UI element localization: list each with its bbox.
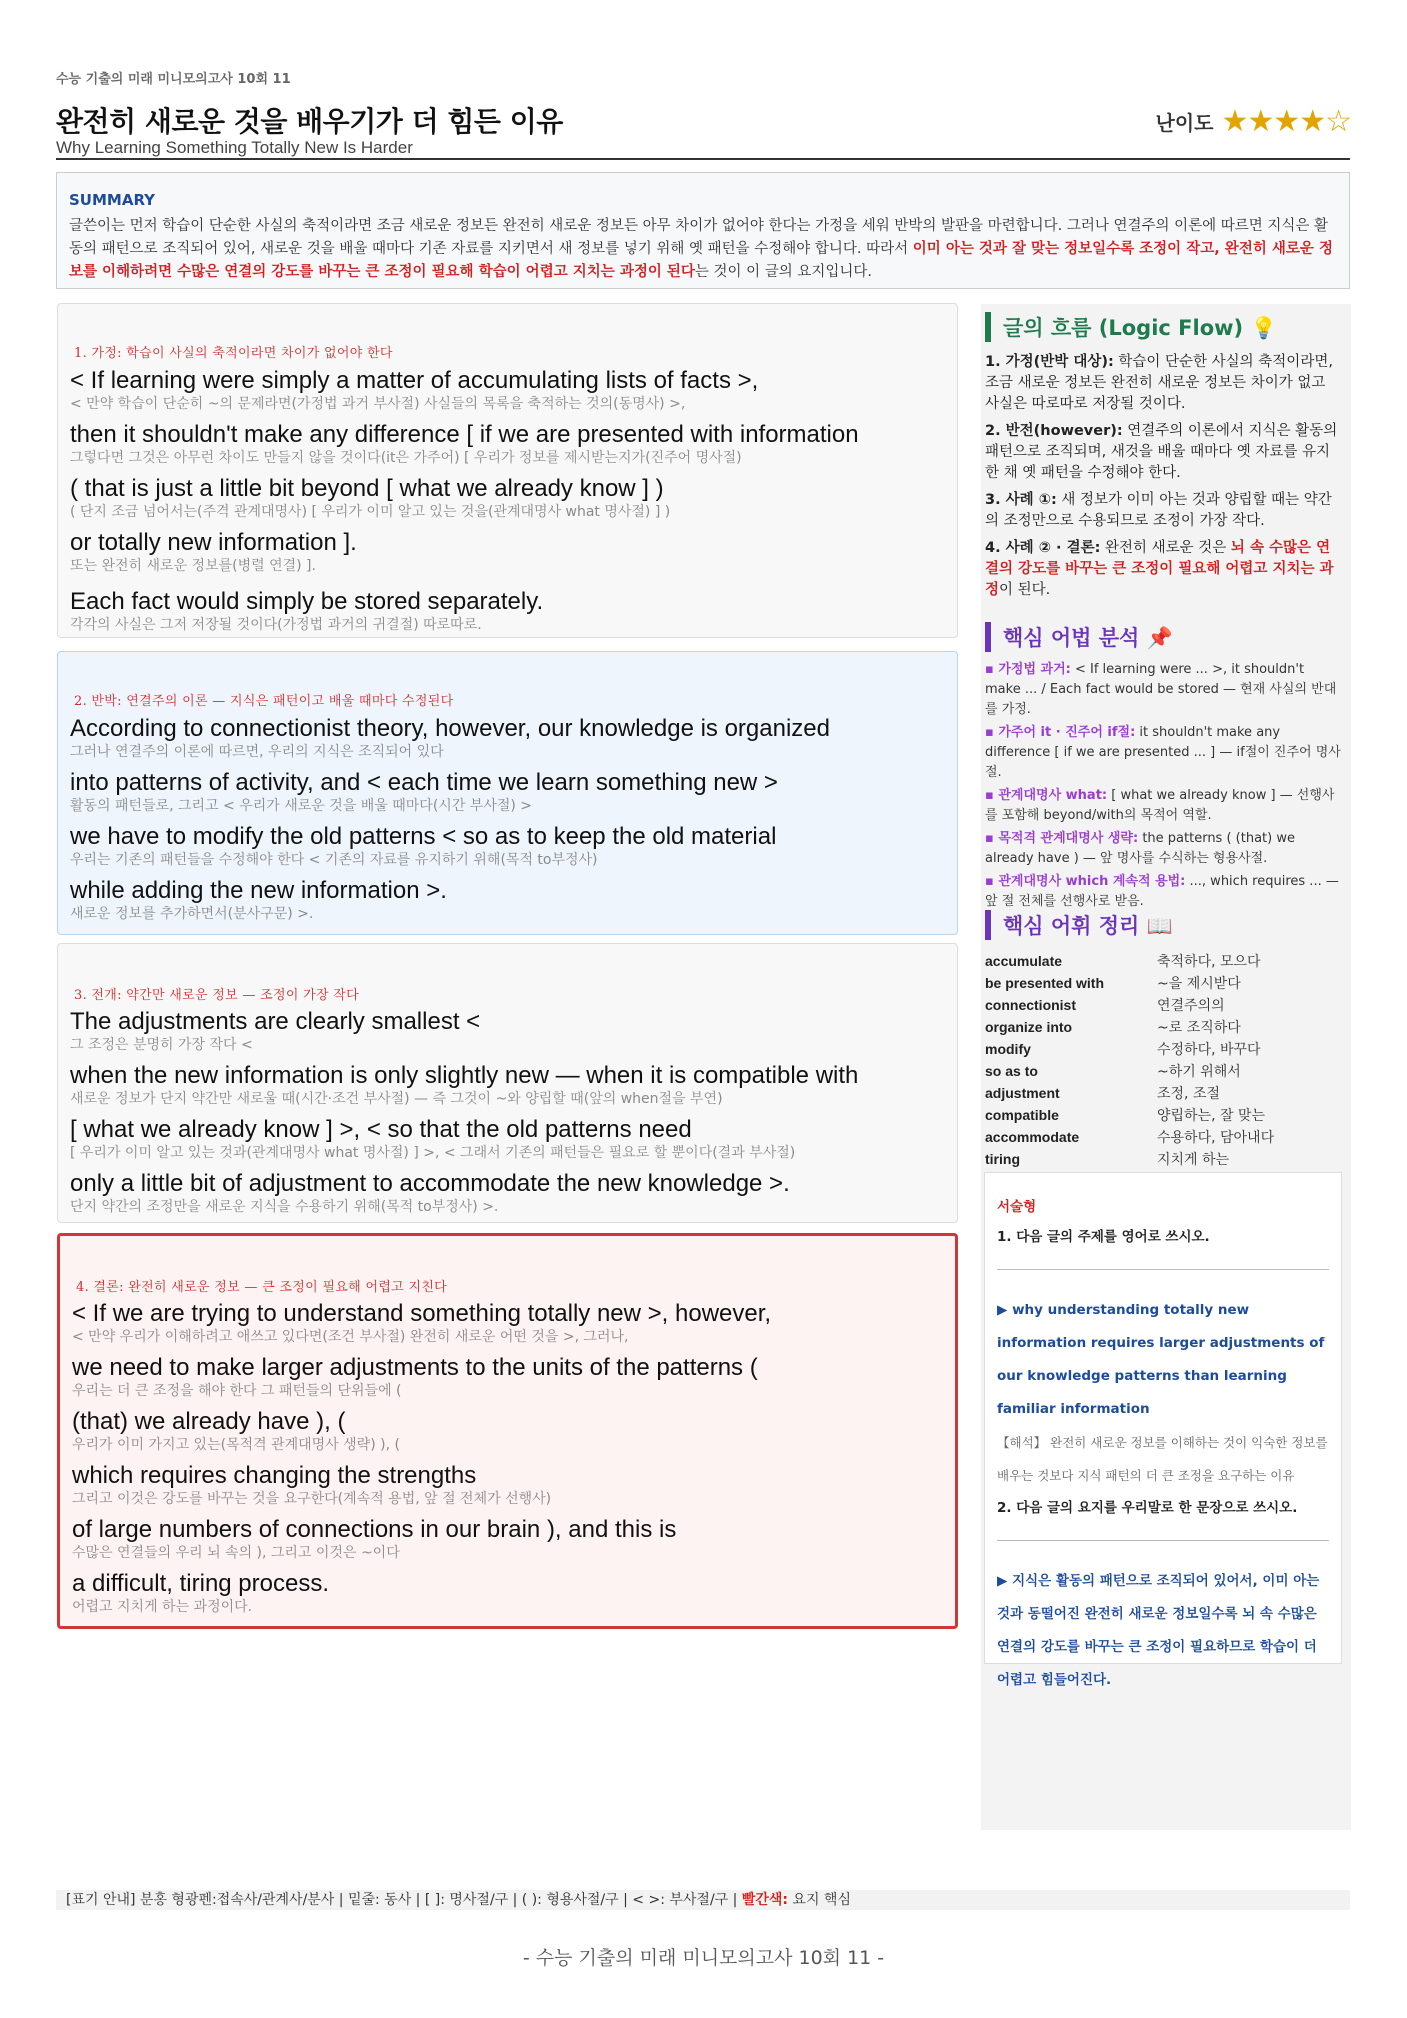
quiz-heading: 서술형 <box>997 1199 1037 1215</box>
quiz-box <box>984 1172 1342 1688</box>
flow-item: 1. 가정(반박 대상): 학습이 단순한 사실의 축적이라면, 조금 새로운 정보든 완전히 새로운 정보든 차이가 없고 사실은 따로따로 저장될 것이다. <box>985 354 1333 412</box>
sentence-line: when the new information is only slightly new — when it is compatible with <box>70 1062 859 1089</box>
quiz-answer-1: ▶ why understanding totally new information requires larger adjustments of our knowledge patterns than learning familiar information <box>997 1302 1325 1417</box>
sentence-line: only a little bit of adjustment to accommodate the new knowledge >. <box>70 1170 790 1197</box>
translation-line: 우리는 기존의 패턴들을 수정해야 한다 < 기존의 자료를 유지하기 위해(목적 to부정사) <box>70 852 598 868</box>
sentence-line: Each fact would simply be stored separately. <box>70 588 544 615</box>
page-footer: - 수능 기출의 미래 미니모의고사 10회 11 - <box>522 1947 885 1969</box>
section-2-heading: 2. 반박: 연결주의 이론 — 지식은 패턴이고 배울 때마다 수정된다 <box>74 694 454 709</box>
grammar-list <box>985 660 1341 912</box>
vocab-row: so as to ~하기 위해서 <box>985 1063 1241 1080</box>
translation-line: 새로운 정보가 단지 약간만 새로울 때(시간·조건 부사절) — 즉 그것이 ~와 양립할 때(앞의 when절을 부연) <box>70 1091 723 1107</box>
vocab-row: connectionist 연결주의의 <box>985 997 1225 1014</box>
section-3-box <box>57 943 958 1223</box>
section-4-box <box>57 1233 958 1629</box>
sentence-line: we need to make larger adjustments to the units of the patterns ( <box>72 1354 758 1381</box>
translation-line: 그렇다면 그것은 아무런 차이도 만들지 않을 것이다(it은 가주어) [ 우리가 정보를 제시받는지가(진주어 명사절) <box>70 450 742 466</box>
sentence-line: < If we are trying to understand something totally new >, however, <box>72 1300 772 1327</box>
grammar-item: ▪ 목적격 관계대명사 생략: the patterns ( (that) we already have ) — 앞 명사를 수식하는 형용사절. <box>985 831 1295 866</box>
sentence-line: a difficult, tiring process. <box>72 1570 330 1597</box>
quiz-translation-1: 【해석】 완전히 새로운 정보를 이해하는 것이 익숙한 정보를 배우는 것보다 지식 패턴의 더 큰 조정을 요구하는 이유 <box>997 1435 1328 1483</box>
sentence-line: while adding the new information >. <box>70 877 447 904</box>
sidebar <box>981 304 1351 1830</box>
sentence-line: (that) we already have ), ( <box>72 1408 346 1435</box>
sentence-line: then it shouldn't make any difference [ if we are presented with information <box>70 421 859 448</box>
quiz-answer-2: ▶ 지식은 활동의 패턴으로 조직되어 있어서, 이미 아는 것과 동떨어진 완전히 새로운 정보일수록 뇌 속 수많은 연결의 강도를 바꾸는 큰 조정이 필요하므로 학습이 더 어렵고 힘들어진다. <box>997 1573 1320 1688</box>
translation-line: 그러나 연결주의 이론에 따르면, 우리의 지식은 조직되어 있다 <box>70 744 444 760</box>
grammar-heading: 핵심 어법 분석 📌 <box>985 622 1173 652</box>
vocab-row: accommodate 수용하다, 담아내다 <box>985 1129 1275 1146</box>
vocab-row: be presented with ~을 제시받다 <box>985 975 1241 992</box>
legend-bar: [표기 안내] 분홍 형광펜:접속사/관계사/분사 | 밑줄: 동사 | [ ]: 명사절/구 | ( ): 형용사절/구 | < >: 부사절/구 | 빨간색: 요지 핵심 <box>56 1890 1350 1910</box>
vocab-row: adjustment 조정, 조절 <box>985 1085 1220 1102</box>
flow-item: 3. 사례 ①: 새 정보가 이미 아는 것과 양립할 때는 약간의 조정만으로 수용되므로 조정이 가장 작다. <box>985 492 1332 529</box>
sentence-line: [ what we already know ] >, < so that the old patterns need <box>70 1116 692 1143</box>
sentence-line: or totally new information ]. <box>70 529 357 556</box>
translation-line: 활동의 패턴들로, 그리고 < 우리가 새로운 것을 배울 때마다(시간 부사절) > <box>70 798 533 814</box>
vocab-row: accumulate 축적하다, 모으다 <box>985 953 1261 970</box>
translation-line: ( 단지 조금 넘어서는(주격 관계대명사) [ 우리가 이미 알고 있는 것을(관계대명사 what 명사절) ] ) <box>70 504 671 520</box>
grammar-item: ▪ 가주어 it · 진주어 if절: it shouldn't make any difference [ if we are presented ... ] — if절이 진주어 명사절. <box>985 725 1341 780</box>
translation-line: 각각의 사실은 그저 저장될 것이다(가정법 과거의 귀결절) 따로따로. <box>70 617 482 633</box>
flow-item: 2. 반전(however): 연결주의 이론에서 지식은 활동의 패턴으로 조직되며, 새것을 배울 때마다 옛 자료를 유지한 채 옛 패턴을 수정해야 한다. <box>985 423 1338 481</box>
summary-heading: SUMMARY <box>69 191 156 209</box>
flow-item: 4. 사례 ② · 결론: 완전히 새로운 것은 뇌 속 수많은 연결의 강도를 바꾸는 큰 조정이 필요해 어렵고 지치는 과정이 된다. <box>985 540 1334 598</box>
star-rating-icon: ★★★★☆ <box>1221 104 1351 139</box>
sentence-line: ( that is just a little bit beyond [ what we already know ] ) <box>70 475 664 502</box>
sentence-line: The adjustments are clearly smallest < <box>70 1008 481 1035</box>
difficulty <box>1156 104 1351 139</box>
sentence-line: which requires changing the strengths <box>72 1462 477 1489</box>
sentence-line: into patterns of activity, and < each time we learn something new > <box>70 769 778 796</box>
translation-line: 그리고 이것은 강도를 바꾸는 것을 요구한다(계속적 용법, 앞 절 전체가 선행사) <box>72 1491 552 1507</box>
translation-line: 우리는 더 큰 조정을 해야 한다 그 패턴들의 단위들에 ( <box>72 1383 402 1399</box>
section-2-box <box>57 651 958 935</box>
translation-line: < 만약 학습이 단순히 ~의 문제라면(가정법 과거 부사절) 사실들의 목록을 축적하는 것의(동명사) >, <box>70 396 686 412</box>
vocab-row: organize into ~로 조직하다 <box>985 1019 1241 1036</box>
vocab-row: compatible 양립하는, 잘 맞는 <box>985 1107 1266 1124</box>
translation-line: 새로운 정보를 추가하면서(분사구문) >. <box>70 906 314 922</box>
translation-line: 수많은 연결들의 우리 뇌 속의 ), 그리고 이것은 ~이다 <box>72 1545 400 1561</box>
sentence-line: of large numbers of connections in our brain ), and this is <box>72 1516 677 1543</box>
grammar-item: ▪ 관계대명사 what: [ what we already know ] — 선행사를 포함해 beyond/with의 목적어 역할. <box>985 788 1335 823</box>
translation-line: 단지 약간의 조정만을 새로운 지식을 수용하기 위해(목적 to부정사) >. <box>70 1199 499 1215</box>
vocab-row: modify 수정하다, 바꾸다 <box>985 1041 1261 1058</box>
sentence-line: According to connectionist theory, however, our knowledge is organized <box>70 715 830 742</box>
grammar-item: ▪ 관계대명사 which 계속적 용법: ..., which requires ... — 앞 절 전체를 선행사로 받음. <box>985 874 1339 909</box>
series-label: 수능 기출의 미래 미니모의고사 10회 11 <box>56 72 291 87</box>
translation-line: [ 우리가 이미 알고 있는 것과(관계대명사 what 명사절) ] >, < 그래서 기존의 패턴들은 필요로 할 뿐이다(결과 부사절) <box>70 1145 796 1161</box>
section-1-heading: 1. 가정: 학습이 사실의 축적이라면 차이가 없어야 한다 <box>74 346 393 361</box>
translation-line: 그 조정은 분명히 가장 작다 < <box>70 1037 253 1053</box>
translation-line: 또는 완전히 새로운 정보를(병렬 연결) ]. <box>70 558 316 574</box>
section-1-box <box>57 303 958 638</box>
logic-flow-heading: 글의 흐름 (Logic Flow) 💡 <box>985 312 1277 342</box>
vocab-list <box>985 950 1341 1170</box>
section-3-heading: 3. 전개: 약간만 새로운 정보 — 조정이 가장 작다 <box>74 988 360 1003</box>
translation-line: < 만약 우리가 이해하려고 애쓰고 있다면(조건 부사절) 완전히 새로운 어떤 것을 >, 그러나, <box>72 1329 629 1345</box>
translation-line: 어렵고 지치게 하는 과정이다. <box>72 1599 253 1615</box>
sentence-line: we have to modify the old patterns < so as to keep the old material <box>70 823 777 850</box>
grammar-item: ▪ 가정법 과거: < If learning were ... >, it shouldn't make ... / Each fact would be stored — 현재 사실의 반대를 가정. <box>985 662 1337 717</box>
difficulty-label: 난이도 <box>1155 111 1214 135</box>
quiz-question-2: 2. 다음 글의 요지를 우리말로 한 문장으로 쓰시오. <box>997 1500 1298 1516</box>
vocab-row: tiring 지치게 하는 <box>985 1151 1230 1168</box>
summary-text: 글쓴이는 먼저 학습이 단순한 사실의 축적이라면 조금 새로운 정보든 완전히 새로운 정보든 아무 차이가 없어야 한다는 가정을 세워 반박의 발판을 마련합니다. 그러나 연결주의 이론에 따르면 지식은 활동의 패턴으로 조직되어 있어, 새로운 것을 배울 때마다 기존 자료를 지키면서 새 정보를 넣기 위해 옛 패턴을 수정해야 합니다. 따라서 이미 아는 것과 잘 맞는 정보일수록 조정이 작고, 완전히 새로운 정보를 이해하려면 수많은 연결의 강도를 바꾸는 큰 조정이 필요해 학습이 어렵고 지치는 과정이 된다는 것이 이 글의 요지입니다. <box>69 218 1333 280</box>
page-subtitle: Why Learning Something Totally New Is Harder <box>56 138 413 157</box>
quiz-question-1: 1. 다음 글의 주제를 영어로 쓰시오. <box>997 1229 1210 1245</box>
title-divider <box>56 158 1350 160</box>
translation-line: 우리가 이미 가지고 있는(목적격 관계대명사 생략) ), ( <box>72 1437 400 1453</box>
vocab-heading: 핵심 어휘 정리 📖 <box>985 910 1173 940</box>
answer-line <box>997 1540 1329 1541</box>
summary-box <box>56 172 1350 289</box>
page-title: 완전히 새로운 것을 배우기가 더 힘든 이유 <box>56 105 563 138</box>
sentence-line: < If learning were simply a matter of accumulating lists of facts >, <box>70 367 759 394</box>
logic-flow-list <box>985 352 1341 601</box>
answer-line <box>997 1269 1329 1270</box>
section-4-heading: 4. 결론: 완전히 새로운 정보 — 큰 조정이 필요해 어렵고 지친다 <box>76 1280 448 1295</box>
